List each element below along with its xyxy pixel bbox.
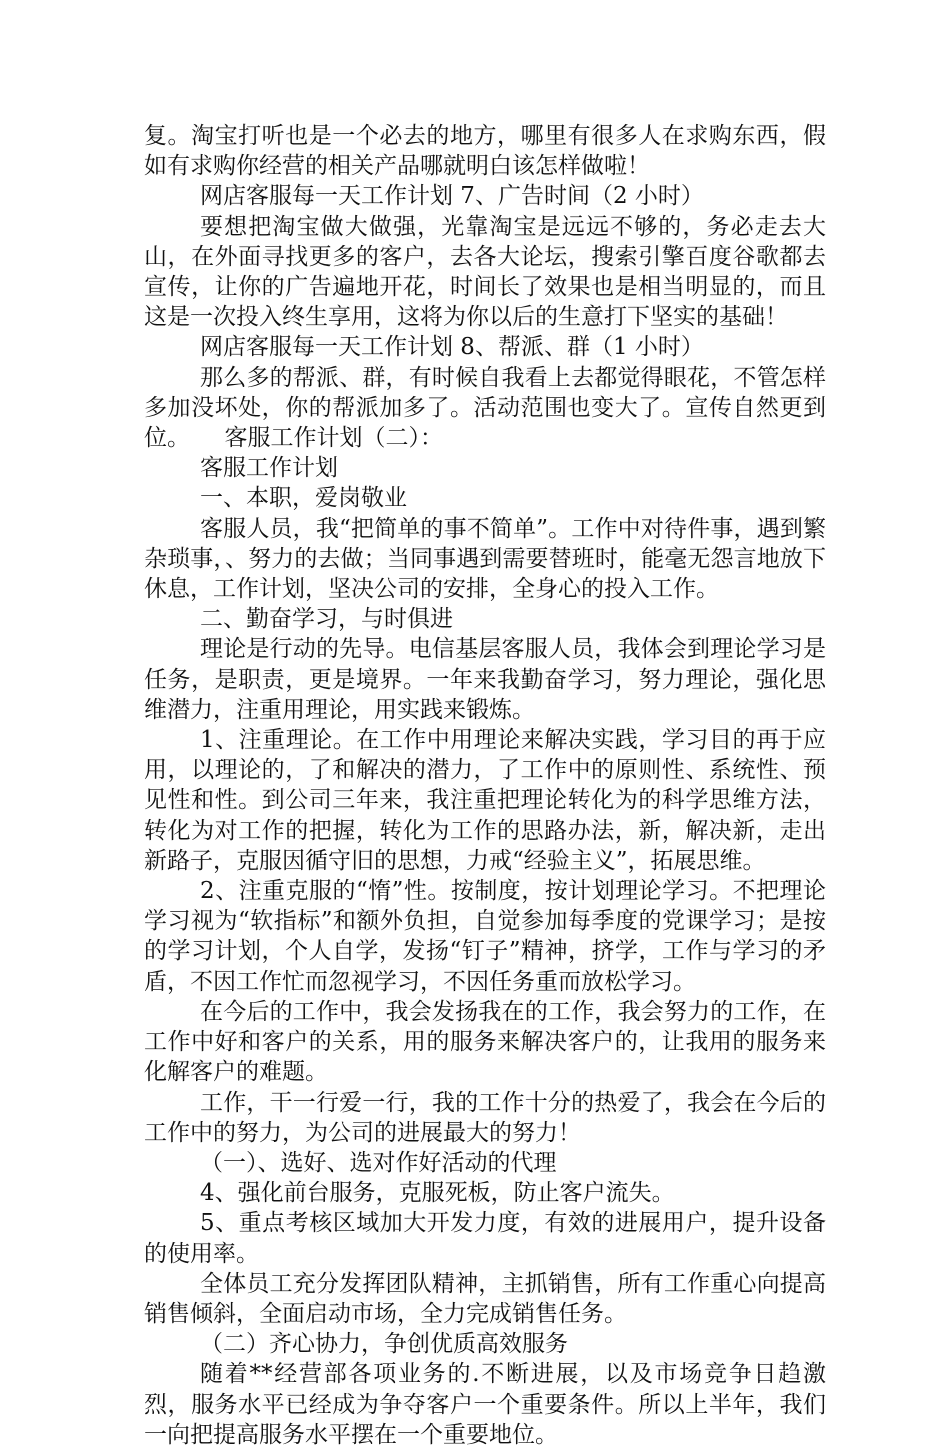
document-body <box>144 121 826 1450</box>
paragraph: 5、重点考核区域加大开发力度，有效的进展用户，提升设备的使用率。 <box>144 1210 826 1267</box>
paragraph: 2、注重克服的“惰”性。按制度，按计划理论学习。不把理论学习视为“软指标”和额外负担，自觉参加每季度的党课学习；是按的学习计划，个人自学，发扬“钉子”精神，挤学，工作与学习的矛盾，不因工作忙而忽视学习，不因任务重而放松学习。 <box>144 878 826 995</box>
section-heading: 一、本职，爱岗敬业 <box>200 485 407 512</box>
paragraph: 要想把淘宝做大做强，光靠淘宝是远远不够的，务必走去大山，在外面寻找更多的客户，去各大论坛，搜索引擎百度谷歌都去宣传，让你的广告遍地开花，时间长了效果也是相当明显的，而且这是一次投入终生享用，这将为你以后的生意打下坚实的基础！ <box>144 213 826 331</box>
section-heading: （二）齐心协力，争创优质高效服务 <box>200 1331 568 1358</box>
section-heading: 二、勤奋学习，与时俱进 <box>200 606 453 633</box>
paragraph: 网店客服每一天工作计划 8、帮派、群（1 小时） <box>200 334 704 361</box>
paragraph: 1、注重理论。在工作中用理论来解决实践，学习目的再于应用，以理论的，了和解决的潜力，了工作中的原则性、系统性、预见性和性。到公司三年来，我注重把理论转化为的科学思维方法，转化为对工作的把握，转化为工作的思路办法，新，解决新，走出新路子，克服因循守旧的思想，力戒“经验主义”，拓展思维。 <box>144 727 826 874</box>
paragraph: 那么多的帮派、群，有时候自我看上去都觉得眼花，不管怎样多加没坏处，你的帮派加多了。活动范围也变大了。宣传自然更到位。 客服工作计划（二）： <box>144 364 826 452</box>
paragraph: 工作，干一行爱一行，我的工作十分的热爱了，我会在今后的工作中的努力，为公司的进展最大的努力！ <box>144 1089 826 1146</box>
paragraph: 在今后的工作中，我会发扬我在的工作，我会努力的工作，在工作中好和客户的关系，用的服务来解决客户的，让我用的服务来化解客户的难题。 <box>144 998 826 1086</box>
paragraph: 客服人员，我“把简单的事不简单”。工作中对待件事，遇到繁杂琐事，、努力的去做；当同事遇到需要替班时，能毫无怨言地放下休息，工作计划，坚决公司的安排，全身心的投入工作。 <box>144 515 826 603</box>
paragraph: 网店客服每一天工作计划 7、广告时间（2 小时） <box>200 183 704 210</box>
section-heading: 客服工作计划 <box>200 455 338 482</box>
paragraph: 理论是行动的先导。电信基层客服人员，我体会到理论学习是任务，是职责，更是境界。一年来我勤奋学习，努力理论，强化思维潜力，注重用理论，用实践来锻炼。 <box>144 636 826 723</box>
paragraph: 全体员工充分发挥团队精神，主抓销售，所有工作重心向提高销售倾斜，全面启动市场，全力完成销售任务。 <box>144 1270 826 1327</box>
section-heading: （一）、选好、选对作好活动的代理 <box>200 1149 557 1176</box>
paragraph: 随着**经营部各项业务的.不断进展，以及市场竞争日趋激烈，服务水平已经成为争夺客户一个重要条件。所以上半年，我们一向把提高服务水平摆在一个重要地位。 <box>144 1361 826 1448</box>
paragraph: 复。淘宝打听也是一个必去的地方，哪里有很多人在求购东西，假如有求购你经营的相关产品哪就明白该怎样做啦！ <box>144 123 826 180</box>
paragraph: 4、强化前台服务，克服死板，防止客户流失。 <box>200 1180 675 1207</box>
